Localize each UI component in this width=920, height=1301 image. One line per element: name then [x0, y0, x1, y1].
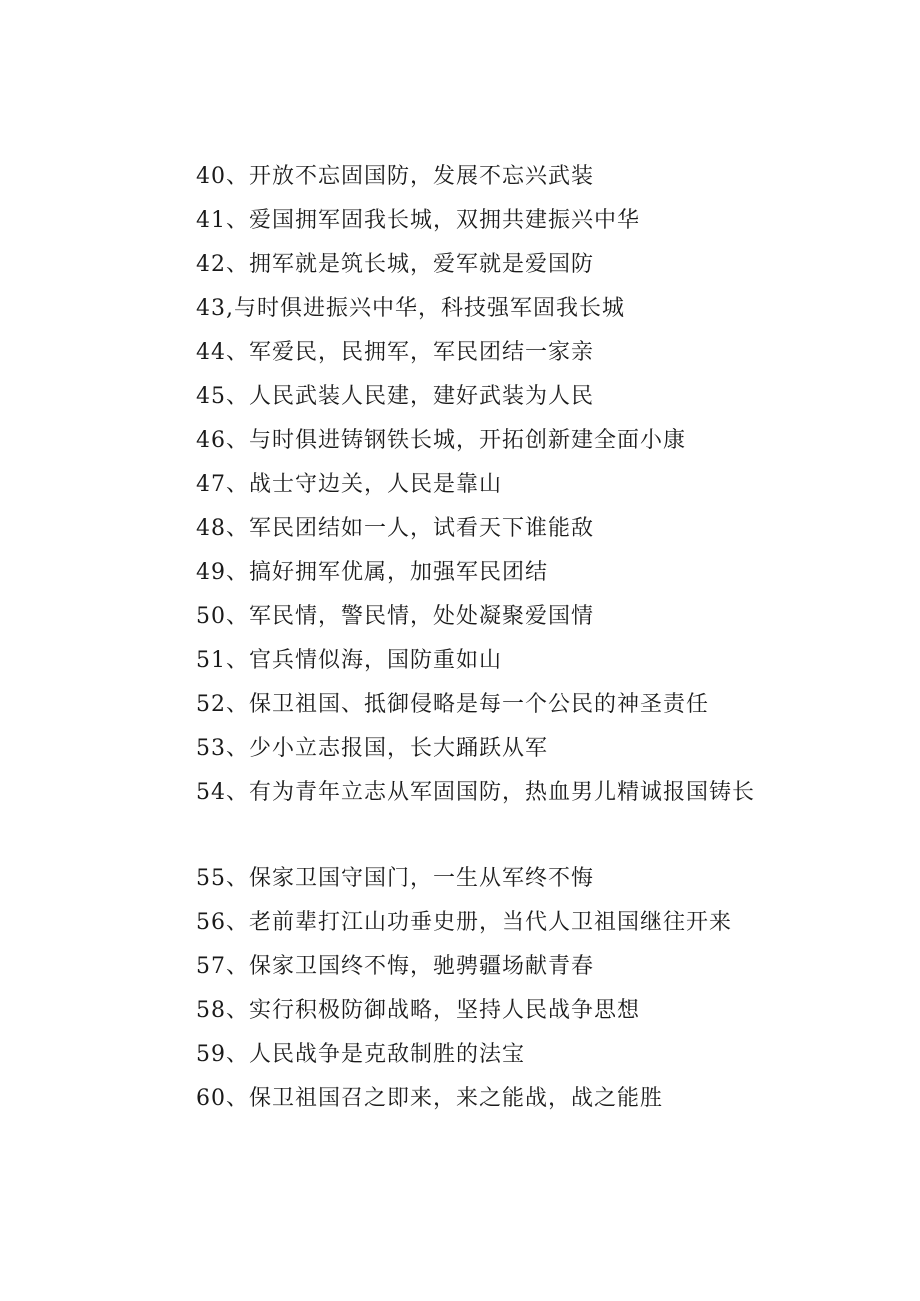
slogan-line: 55、保家卫国守国门，一生从军终不悔 — [196, 866, 594, 891]
slogan-line: 54、有为青年立志从军固国防，热血男儿精诚报国铸长 — [196, 780, 755, 805]
slogan-line: 42、拥军就是筑长城，爱军就是爱国防 — [196, 252, 594, 277]
slogan-line: 45、人民武装人民建，建好武装为人民 — [196, 384, 594, 409]
slogan-line: 60、保卫祖国召之即来，来之能战，战之能胜 — [196, 1086, 663, 1111]
slogan-line: 41、爱国拥军固我长城，双拥共建振兴中华 — [196, 208, 640, 233]
slogan-line: 59、人民战争是克敌制胜的法宝 — [196, 1042, 525, 1067]
slogan-line: 57、保家卫国终不悔，驰骋疆场献青春 — [196, 954, 594, 979]
slogan-line: 48、军民团结如一人，试看天下谁能敌 — [196, 516, 594, 541]
slogan-line: 56、老前辈打江山功垂史册，当代人卫祖国继往开来 — [196, 910, 732, 935]
slogan-line: 51、官兵情似海，国防重如山 — [196, 648, 502, 673]
slogan-line: 43,与时俱进振兴中华，科技强军固我长城 — [196, 296, 625, 321]
slogan-line: 53、少小立志报国，长大踊跃从军 — [196, 736, 548, 761]
slogan-line: 49、搞好拥军优属，加强军民团结 — [196, 560, 548, 585]
paragraph-gap — [196, 815, 755, 857]
slogan-line: 40、开放不忘固国防，发展不忘兴武装 — [196, 164, 594, 189]
slogan-line: 46、与时俱进铸钢铁长城，开拓创新建全面小康 — [196, 428, 686, 453]
slogan-list — [196, 155, 755, 1121]
slogan-line: 52、保卫祖国、抵御侵略是每一个公民的神圣责任 — [196, 692, 709, 717]
slogan-line: 58、实行积极防御战略，坚持人民战争思想 — [196, 998, 640, 1023]
slogan-line: 47、战士守边关，人民是靠山 — [196, 472, 502, 497]
slogan-line: 44、军爱民，民拥军，军民团结一家亲 — [196, 340, 594, 365]
slogan-line: 50、军民情，警民情，处处凝聚爱国情 — [196, 604, 594, 629]
